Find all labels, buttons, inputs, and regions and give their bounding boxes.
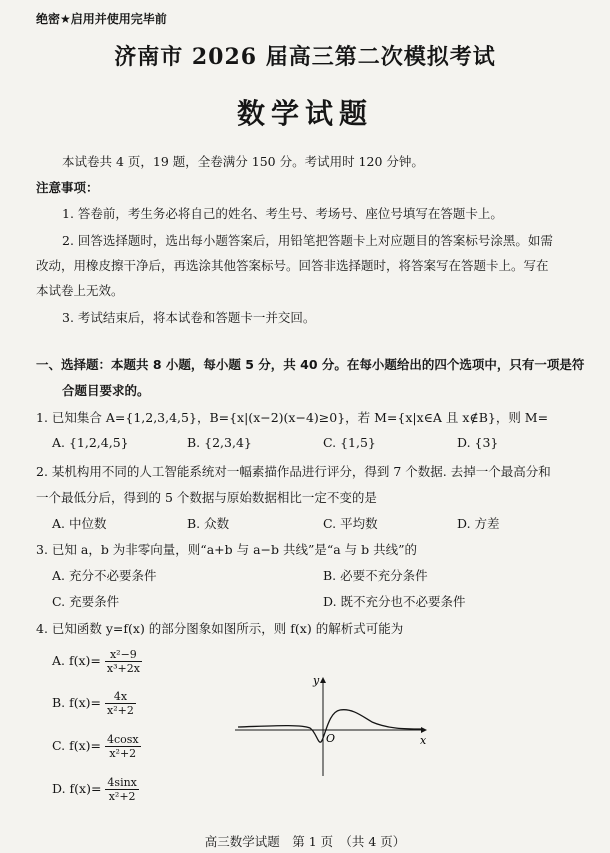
q4-option-d-fraction [105, 776, 138, 803]
intro-text: 本试卷共 4 页，19 题，全卷满分 150 分。考试用时 120 分钟。 [62, 154, 424, 169]
q2-stem: 2. 某机构用不同的人工智能系统对一幅素描作品进行评分，得到 7 个数据. 去掉一个最高分和 [36, 464, 551, 479]
q1-option-c: C. {1,5} [323, 435, 376, 450]
page-footer: 高三数学试题 第 1 页 （共 4 页） [204, 834, 406, 849]
q1-stem: 1. 已知集合 A={1,2,3,4,5}，B={x|(x−2)(x−4)≥0}，若 M={x|x∈A 且 x∉B}，则 M= [36, 410, 549, 425]
q4-option-a [52, 648, 142, 675]
q4-option-c-numerator: 4cosx [106, 733, 139, 746]
exam-title: 济南市 2026 届高三第二次模拟考试 [114, 44, 496, 70]
q4-option-a-fraction [105, 648, 142, 675]
x-axis-label: x [420, 734, 427, 747]
q4-option-b-denominator: x²+2 [107, 704, 134, 717]
notice-item-1: 1. 答卷前，考生务必将自己的姓名、考生号、考场号、座位号填写在答题卡上。 [62, 206, 503, 221]
q2-option-a: A. 中位数 [52, 516, 107, 531]
q2-stem-cont: 一个最低分后，得到的 5 个数据与原始数据相比一定不变的是 [36, 490, 377, 505]
q3-option-b: B. 必要不充分条件 [323, 568, 428, 583]
q2-option-c: C. 平均数 [323, 516, 378, 531]
section-heading: 一、选择题：本题共 8 小题，每小题 5 分，共 40 分。在每小题给出的四个选项中，只有一项是符 [36, 357, 585, 372]
q1-option-b: B. {2,3,4} [187, 435, 252, 450]
q4-option-b [52, 690, 136, 717]
q4-option-d-label: D. f(x)= [52, 781, 102, 796]
q3-option-a: A. 充分不必要条件 [52, 568, 157, 583]
q4-option-c-label: C. f(x)= [52, 738, 101, 753]
q4-option-a-denominator: x³+2x [106, 662, 140, 675]
notice-item-2-end: 本试卷上无效。 [36, 283, 124, 298]
notice-item-2: 2. 回答选择题时，选出每小题答案后，用铅笔把答题卡上对应题目的答案标号涂黑。如需 [62, 233, 553, 248]
notice-item-2-cont: 改动，用橡皮擦干净后，再选涂其他答案标号。回答非选择题时，将答案写在答题卡上。写在 [36, 258, 549, 273]
q4-option-b-numerator: 4x [105, 690, 136, 704]
q3-option-c: C. 充要条件 [52, 594, 120, 609]
q2-option-b: B. 众数 [187, 516, 230, 531]
notice-title: 注意事项： [36, 180, 99, 195]
q3-option-d: D. 既不充分也不必要条件 [323, 594, 466, 609]
q4-option-c-denominator: x²+2 [109, 747, 137, 760]
q4-option-d-denominator: x²+2 [108, 790, 136, 803]
section-heading-cont: 合题目要求的。 [62, 383, 150, 398]
origin-label: O [326, 732, 336, 745]
q1-option-a: A. {1,2,4,5} [52, 435, 129, 450]
confidential-label: 绝密★启用并使用完毕前 [36, 12, 167, 26]
q4-stem: 4. 已知函数 y=f(x) 的部分图象如图所示，则 f(x) 的解析式可能为 [36, 621, 404, 636]
q2-option-d: D. 方差 [457, 516, 500, 531]
q4-option-a-label: A. f(x)= [52, 653, 101, 668]
q4-option-d [52, 776, 139, 803]
function-graph [230, 672, 440, 782]
notice-item-3: 3. 考试结束后，将本试卷和答题卡一并交回。 [62, 310, 316, 325]
q4-option-b-label: B. f(x)= [52, 695, 102, 710]
q4-option-c-fraction [105, 733, 141, 760]
q4-option-b-fraction [105, 690, 136, 717]
q3-stem: 3. 已知 a，b 为非零向量，则“a+b 与 a−b 共线”是“a 与 b 共线”的 [36, 542, 418, 557]
q1-option-d: D. {3} [457, 435, 499, 450]
subject-title: 数学试题 [236, 97, 373, 130]
q4-option-c [52, 733, 141, 760]
y-axis-label: y [313, 674, 320, 687]
q4-option-a-numerator: x²−9 [105, 648, 142, 662]
q4-option-d-numerator: 4sinx [107, 776, 137, 789]
